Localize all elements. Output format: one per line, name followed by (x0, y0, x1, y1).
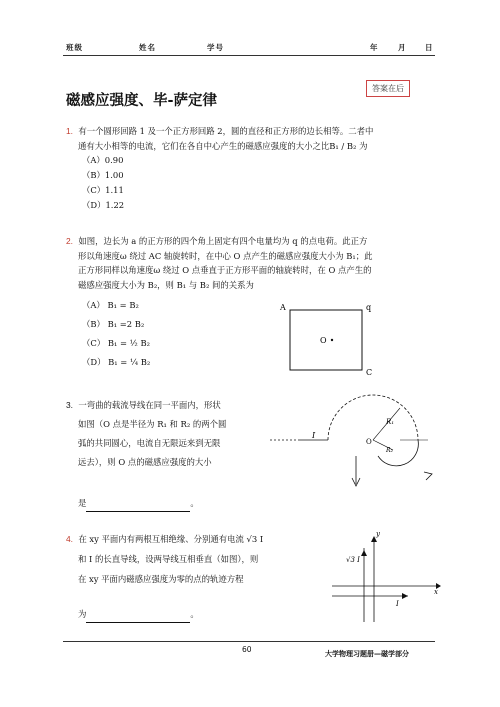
q1-option-a[interactable]: （A）0.90 (82, 155, 124, 165)
question-4-line2: 和 I 的长直导线，设两导线互相垂直（如图），则 (78, 554, 259, 564)
student-id-label: 学号 (207, 43, 224, 52)
answer-note: 答案在后 (366, 80, 410, 97)
question-2 (66, 234, 438, 292)
question-2-number: 2. (66, 236, 73, 246)
fig-label-y: y (376, 530, 380, 538)
day-label: 日 (425, 43, 434, 52)
question-3-line1: 一弯曲的载流导线在同一平面内，形状 (78, 400, 221, 410)
question-3 (66, 396, 266, 472)
page-number: 60 (242, 645, 252, 654)
question-3-line3: 弧的共同圆心，电流自无限远来到无限 (78, 438, 221, 448)
fig-label-o: O (320, 336, 327, 345)
fig-label-x: x (434, 588, 438, 596)
header-rule (63, 55, 435, 56)
center-dot (331, 339, 333, 341)
square-charges-figure (276, 300, 386, 378)
fig-current-i: I (312, 431, 316, 440)
fig-label-c: C (366, 368, 373, 377)
class-label: 班级 (66, 43, 83, 52)
arcs-figure (268, 386, 458, 506)
fig-label-a: A (280, 303, 286, 312)
q2-option-b[interactable]: （B） B₁ =2 B₂ (82, 319, 145, 329)
question-1-number: 1. (66, 126, 73, 136)
year-label: 年 (370, 43, 379, 52)
q2-option-d[interactable]: （D） B₁ = ¼ B₂ (82, 357, 151, 367)
q1-option-d[interactable]: （D）1.22 (82, 200, 125, 210)
question-4 (66, 529, 316, 589)
question-3-answer-line (78, 496, 199, 512)
axes-figure (326, 526, 450, 626)
footer-rule (63, 641, 435, 642)
question-3-number: 3. (66, 400, 73, 410)
q1-option-c[interactable]: （C）1.11 (82, 185, 124, 195)
question-3-line4: 远去），则 O 点的磁感应强度的大小 (78, 457, 212, 467)
book-title: 大学物理习题册—磁学部分 (325, 650, 409, 658)
fig-label-i: I (396, 600, 399, 608)
question-3-end: 。 (190, 498, 199, 508)
question-4-line1: 在 xy 平面内有两根互相绝缘、分别通有电流 √3 I (78, 534, 264, 544)
fig-label-o: O (366, 438, 372, 446)
question-1-line2: 通有大小相等的电流，它们在各自中心产生的磁感应强度的大小之比B₁ / B₂ 为 (78, 140, 368, 151)
outer-arc (328, 395, 418, 440)
q2-option-c[interactable]: （C） B₁ = ½ B₂ (82, 338, 150, 348)
q1-option-b[interactable]: （B）1.00 (82, 170, 124, 180)
question-4-line3: 在 xy 平面内磁感应强度为零的点的轨迹方程 (78, 574, 244, 584)
question-1-options (82, 153, 124, 213)
q3-answer-blank[interactable] (86, 496, 190, 512)
question-2-options (82, 296, 150, 372)
fig-label-sqrt3i: √3 I (346, 556, 360, 564)
question-3-line5: 是 (78, 498, 87, 508)
question-2-line3: 正方形同样以角速度ω 绕过 O 点垂直于正方形平面的轴旋转时，在 O 点产生的 (78, 265, 372, 275)
question-2-line1: 如图，边长为 a 的正方形的四个角上固定有四个电量均为 q 的点电荷。此正方 (78, 236, 368, 246)
question-4-number: 4. (66, 534, 73, 544)
inner-arc (378, 440, 418, 466)
fig-label-r2: R₂ (386, 447, 393, 454)
arrow-right-icon (424, 472, 432, 480)
wire-vertical-arrow-icon (361, 550, 367, 556)
question-4-answer-line (78, 607, 199, 623)
fig-label-q: q (366, 303, 372, 312)
q4-answer-blank[interactable] (86, 607, 190, 623)
q2-option-a[interactable]: （A） B₁ = B₂ (82, 300, 139, 310)
fig-label-r1: R₁ (386, 418, 395, 426)
page-title: 磁感应强度、毕-萨定律 (66, 93, 218, 109)
question-4-line4: 为 (78, 609, 87, 619)
question-4-end: 。 (190, 609, 199, 619)
question-3-line2: 如图（O 点是半径为 R₁ 和 R₂ 的两个圆 (78, 419, 227, 429)
question-1-line1: 有一个圆形回路 1 及一个正方形回路 2，圆的直径和正方形的边长相等。二者中 (78, 126, 374, 136)
wire-horizontal-arrow-icon (402, 593, 408, 599)
question-2-line2: 形以角速度ω 绕过 AC 轴旋转时，在中心 O 点产生的磁感应强度大小为 B₁；此 (78, 250, 373, 261)
month-label: 月 (398, 43, 407, 52)
question-1 (66, 124, 438, 153)
question-2-line4: 磁感应强度大小为 B₂，则 B₁ 与 B₂ 间的关系为 (78, 279, 254, 290)
name-label: 姓名 (139, 43, 156, 52)
